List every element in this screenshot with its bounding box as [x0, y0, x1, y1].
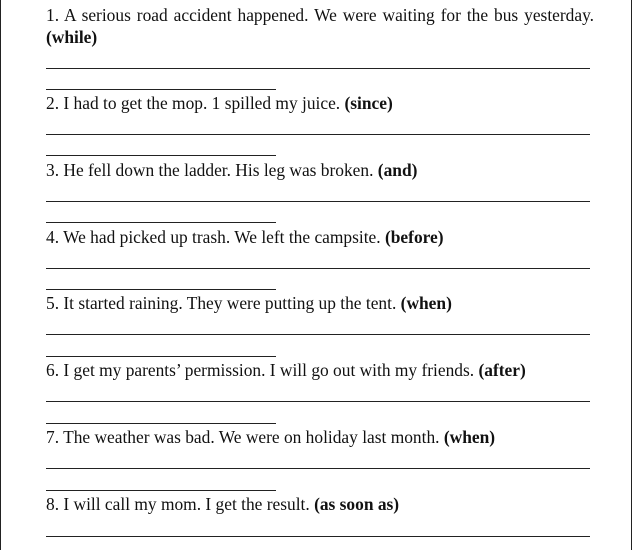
- answer-line-1a: [46, 68, 590, 69]
- answer-line-7a: [46, 468, 590, 469]
- answer-line-6b: [46, 423, 276, 424]
- exercise-6: [46, 359, 594, 381]
- exercise-6-keyword: (after): [478, 360, 526, 380]
- exercise-1-text: 1. A serious road accident happened. We were waiting for the bus yesterday.: [46, 5, 594, 25]
- exercise-7: [46, 426, 594, 448]
- exercise-8-text: 8. I will call my mom. I get the result.: [46, 494, 315, 514]
- exercise-2-text: 2. I had to get the mop. 1 spilled my juice.: [46, 93, 345, 113]
- exercise-5-text: 5. It started raining. They were putting up the tent.: [46, 293, 401, 313]
- exercise-4-text: 4. We had picked up trash. We left the campsite.: [46, 227, 385, 247]
- answer-line-4a: [46, 268, 590, 269]
- answer-line-5a: [46, 334, 590, 335]
- exercise-7-keyword: (when): [443, 427, 496, 447]
- answer-line-7b: [46, 490, 276, 491]
- exercise-8: [46, 493, 594, 515]
- answer-line-5b: [46, 356, 276, 357]
- exercise-3-keyword: (and): [377, 160, 418, 180]
- exercise-8-keyword: (as soon as): [314, 494, 400, 514]
- exercise-2: [46, 92, 594, 114]
- exercise-7-text: 7. The weather was bad. We were on holiday last month.: [46, 427, 444, 447]
- exercise-1: [46, 4, 594, 48]
- answer-line-3b: [46, 222, 276, 223]
- exercise-4-keyword: (before): [384, 227, 444, 247]
- exercise-1-keyword: (while): [46, 27, 98, 47]
- answer-line-2a: [46, 134, 590, 135]
- exercise-3-text: 3. He fell down the ladder. His leg was broken.: [46, 160, 378, 180]
- answer-line-1b: [46, 89, 276, 90]
- exercise-4: [46, 226, 594, 248]
- exercise-5: [46, 292, 594, 314]
- exercise-6-text: 6. I get my parents’ permission. I will go out with my friends.: [46, 360, 479, 380]
- answer-line-8a: [46, 536, 590, 537]
- exercise-5-keyword: (when): [400, 293, 452, 313]
- exercise-3: [46, 159, 594, 181]
- exercise-2-keyword: (since): [344, 93, 393, 113]
- answer-line-3a: [46, 201, 590, 202]
- answer-line-6a: [46, 401, 590, 402]
- answer-line-2b: [46, 155, 276, 156]
- answer-line-4b: [46, 289, 276, 290]
